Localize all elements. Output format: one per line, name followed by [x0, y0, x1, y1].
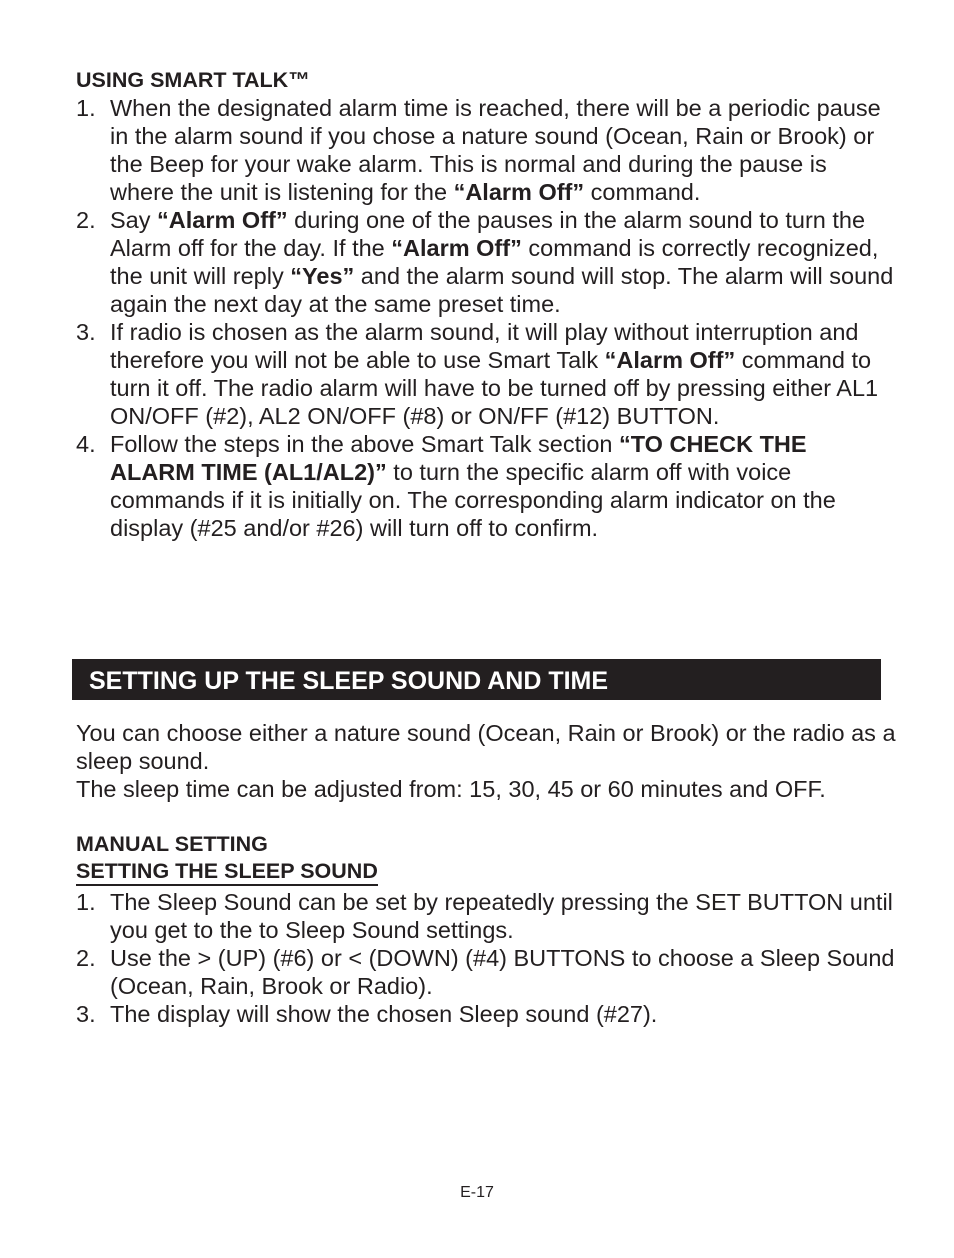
sleep-sound-subheading: SETTING THE SLEEP SOUND [76, 858, 378, 886]
page-number: E-17 [460, 1184, 494, 1201]
smart-talk-step-1 [76, 94, 896, 206]
smart-talk-step-4 [76, 430, 896, 542]
step-number: 1. [76, 95, 96, 121]
step-number: 1. [76, 889, 96, 915]
step-number: 4. [76, 431, 96, 457]
step-text: The display will show the chosen Sleep sound (#27). [110, 1001, 658, 1027]
step-text: The Sleep Sound can be set by repeatedly pressing the SET BUTTON until you get to the to Sleep Sound settings. [110, 889, 893, 943]
step-text: If radio is chosen as the alarm sound, it will play without interruption and therefore you will not be able to use Smart Talk “Alarm Off” command to turn it off. The radio alarm will have to be turned off by pressing either AL1 ON/OFF (#2), AL2 ON/OFF (#8) or ON/FF (#12) BUTTON. [110, 319, 879, 429]
step-number: 2. [76, 945, 96, 971]
step-text: Follow the steps in the above Smart Talk section “TO CHECK THE ALARM TIME (AL1/AL2)” to turn the specific alarm off with voice commands if it is initially on. The corresponding alarm indicator on the display (#25 and/or #26) will turn off to confirm. [110, 431, 836, 541]
step-number: 3. [76, 1001, 96, 1027]
smart-talk-steps [76, 94, 896, 542]
step-text: When the designated alarm time is reached, there will be a periodic pause in the alarm sound if you chose a nature sound (Ocean, Rain or Brook) or the Beep for your wake alarm. This is normal and during the pause is where the unit is listening for the “Alarm Off” command. [110, 95, 881, 205]
manual-setting-section [76, 830, 896, 1028]
smart-talk-section [76, 66, 896, 542]
sleep-section-banner: SETTING UP THE SLEEP SOUND AND TIME [72, 659, 881, 700]
smart-talk-heading: USING SMART TALK™ [76, 68, 310, 92]
sleep-sound-step-2 [76, 944, 896, 1000]
step-text: Use the > (UP) (#6) or < (DOWN) (#4) BUTTONS to choose a Sleep Sound (Ocean, Rain, Brook or Radio). [110, 945, 895, 999]
sleep-sound-steps [76, 888, 896, 1028]
sleep-intro [76, 719, 906, 803]
sleep-intro-line-2: The sleep time can be adjusted from: 15, 30, 45 or 60 minutes and OFF. [76, 776, 826, 802]
smart-talk-step-2 [76, 206, 896, 318]
manual-setting-heading: MANUAL SETTING [76, 832, 268, 856]
step-text: Say “Alarm Off” during one of the pauses in the alarm sound to turn the Alarm off for the day. If the “Alarm Off” command is correctly recognized, the unit will reply “Yes” and the alarm sound will stop. The alarm will sound again the next day at the same preset time. [110, 207, 894, 317]
sleep-intro-line-1: You can choose either a nature sound (Ocean, Rain or Brook) or the radio as a sleep sound. [76, 720, 896, 774]
step-number: 2. [76, 207, 96, 233]
sleep-sound-step-1 [76, 888, 896, 944]
smart-talk-step-3 [76, 318, 896, 430]
step-number: 3. [76, 319, 96, 345]
sleep-sound-step-3 [76, 1000, 896, 1028]
